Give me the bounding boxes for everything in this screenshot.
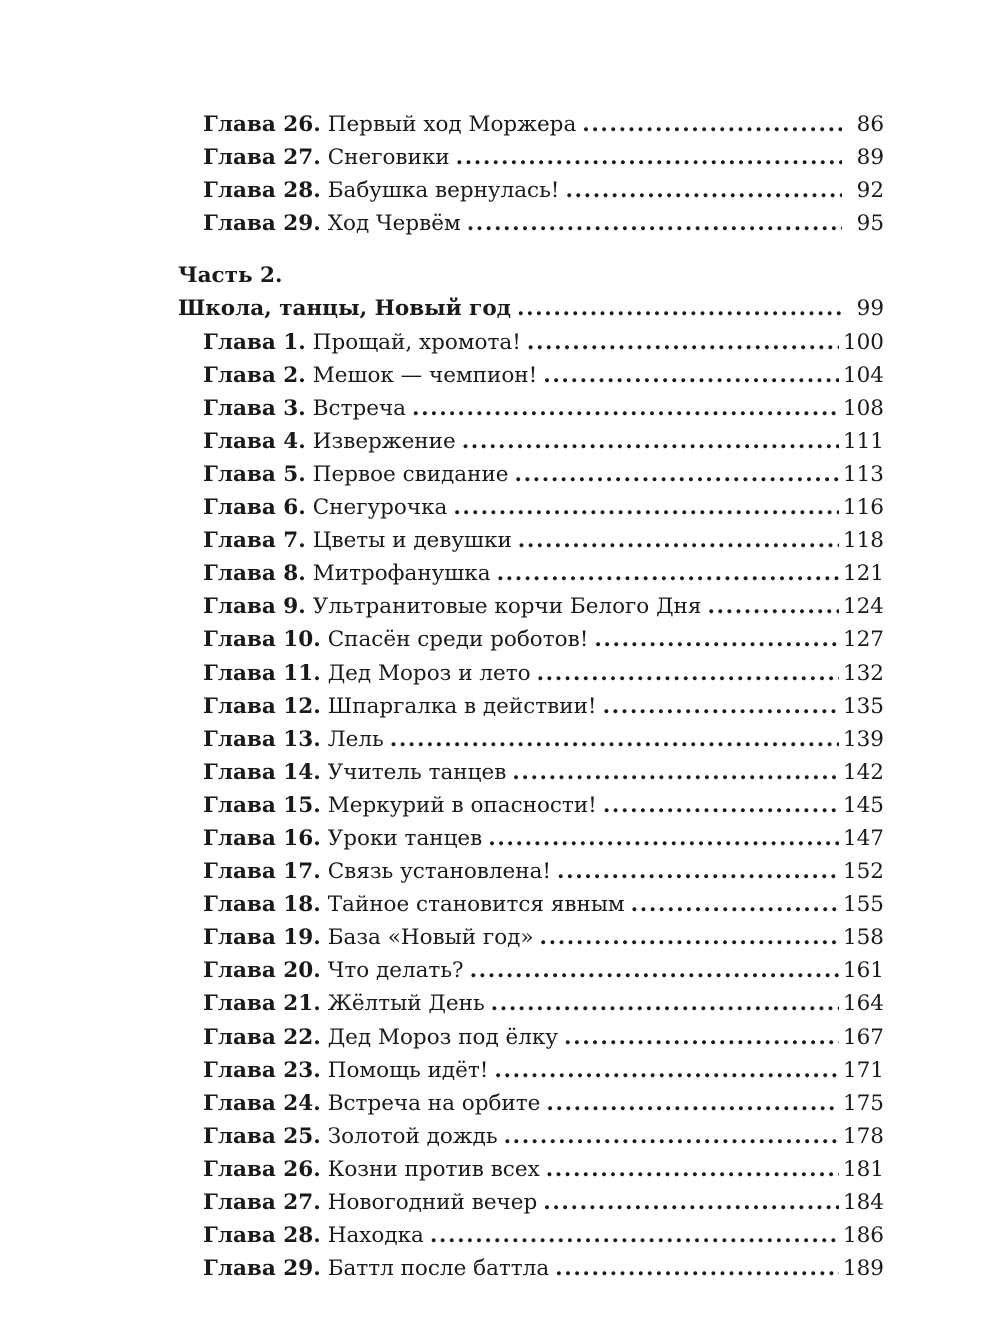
chapter-page-number: 111 — [842, 428, 884, 454]
chapter-page-number: 108 — [842, 395, 884, 421]
dot-leader — [603, 690, 839, 723]
chapter-label: Глава 24. — [203, 1090, 321, 1116]
toc-entry[interactable] — [178, 108, 884, 141]
toc-entry[interactable] — [178, 392, 884, 425]
toc-entry[interactable] — [178, 723, 884, 756]
chapter-title: Учитель танцев — [327, 759, 507, 785]
toc-entry[interactable] — [178, 590, 884, 623]
section-gap — [178, 240, 884, 259]
chapter-title: Связь установлена! — [327, 859, 552, 885]
chapter-title: Снегурочка — [312, 495, 448, 521]
chapter-title: Что делать? — [327, 958, 464, 984]
chapter-label: Глава 4. — [203, 428, 306, 454]
dot-leader — [594, 623, 839, 656]
dot-leader — [565, 174, 842, 207]
chapter-page-number: 164 — [842, 991, 884, 1017]
toc-entry[interactable] — [178, 690, 884, 723]
chapter-label: Глава 7. — [203, 528, 306, 554]
chapter-page-number: 86 — [856, 112, 884, 137]
chapter-label: Глава 23. — [203, 1057, 321, 1083]
chapter-label: Глава 28. — [203, 1223, 321, 1249]
dot-leader — [467, 207, 842, 240]
dot-leader — [488, 822, 839, 855]
chapter-title: Встреча на орбите — [327, 1090, 541, 1116]
chapter-title: Извержение — [312, 428, 456, 454]
chapter-title: Мешок — чемпион! — [312, 362, 538, 388]
chapter-title: Первое свидание — [312, 461, 509, 487]
chapter-title: Прощай, хромота! — [312, 329, 521, 355]
toc-entry[interactable] — [178, 1087, 884, 1120]
toc-entry[interactable] — [178, 326, 884, 359]
dot-leader — [603, 789, 839, 822]
chapter-title: Цветы и девушки — [312, 528, 512, 554]
chapter-page-number: 184 — [842, 1190, 884, 1215]
chapter-page-number: 121 — [842, 561, 884, 587]
chapter-title: Уроки танцев — [327, 825, 483, 851]
chapter-title: Баттл после баттла — [327, 1256, 550, 1282]
dot-leader — [540, 921, 839, 954]
chapter-title: Дед Мороз и лето — [327, 660, 531, 686]
chapter-page-number: 158 — [842, 925, 884, 951]
chapter-label: Глава 29. — [203, 211, 321, 237]
chapter-page-number: 161 — [842, 958, 884, 984]
dot-leader — [543, 1186, 839, 1219]
dot-leader — [631, 888, 839, 921]
toc-entry[interactable] — [178, 1219, 884, 1252]
dot-leader — [543, 359, 839, 392]
chapter-page-number: 116 — [842, 495, 884, 521]
toc-entry[interactable] — [178, 1120, 884, 1153]
chapter-page-number: 132 — [842, 660, 884, 686]
chapter-page-number: 152 — [842, 859, 884, 885]
toc-entry[interactable] — [178, 491, 884, 524]
chapter-label: Глава 2. — [203, 362, 306, 388]
chapter-page-number: 181 — [842, 1156, 884, 1182]
part2-title-entry[interactable] — [178, 292, 884, 325]
dot-leader — [564, 1021, 839, 1054]
toc-entry[interactable] — [178, 789, 884, 822]
toc-entry[interactable] — [178, 141, 884, 174]
toc-entry[interactable] — [178, 1021, 884, 1054]
chapter-label: Глава 3. — [203, 395, 306, 421]
chapter-title: Дед Мороз под ёлку — [327, 1024, 559, 1050]
toc-entry[interactable] — [178, 987, 884, 1020]
toc-entry[interactable] — [178, 207, 884, 240]
chapter-page-number: 118 — [842, 528, 884, 554]
chapter-page-number: 186 — [842, 1223, 884, 1249]
chapter-page-number: 189 — [842, 1256, 884, 1282]
toc-entry[interactable] — [178, 657, 884, 690]
part2-title: Школа, танцы, Новый год — [178, 296, 512, 322]
toc-entry[interactable] — [178, 458, 884, 491]
chapter-label: Глава 13. — [203, 726, 321, 752]
chapter-label: Глава 11. — [203, 660, 321, 686]
chapter-label: Глава 16. — [203, 825, 321, 851]
dot-leader — [412, 392, 839, 425]
chapter-title: Митрофанушка — [312, 561, 491, 587]
part2-heading: Часть 2. — [178, 263, 283, 289]
chapter-page-number: 155 — [842, 892, 884, 918]
chapter-title: Козни против всех — [327, 1156, 540, 1182]
dot-leader — [707, 590, 839, 623]
chapter-page-number: 167 — [842, 1024, 884, 1050]
toc-entry[interactable] — [178, 954, 884, 987]
chapter-page-number: 95 — [856, 211, 884, 237]
dot-leader — [504, 1120, 839, 1153]
toc-entry[interactable] — [178, 557, 884, 590]
toc-entry[interactable] — [178, 1252, 884, 1285]
toc-entry[interactable] — [178, 888, 884, 921]
dot-leader — [497, 557, 839, 590]
dot-leader — [546, 1153, 839, 1186]
dot-leader — [430, 1219, 839, 1252]
toc-entry[interactable] — [178, 1186, 884, 1219]
chapter-title: Тайное становится явным — [327, 892, 625, 918]
chapter-title: Меркурий в опасности! — [327, 792, 597, 818]
dot-leader — [518, 524, 839, 557]
chapter-label: Глава 19. — [203, 925, 321, 951]
dot-leader — [555, 1252, 839, 1285]
chapter-page-number: 147 — [842, 825, 884, 851]
chapter-label: Глава 27. — [203, 145, 321, 171]
chapter-page-number: 100 — [842, 329, 884, 355]
table-of-contents — [178, 108, 884, 1285]
chapter-label: Глава 1. — [203, 329, 306, 355]
chapter-label: Глава 17. — [203, 859, 321, 885]
chapter-label: Глава 21. — [203, 991, 321, 1017]
chapter-label: Глава 27. — [203, 1190, 321, 1215]
toc-entry[interactable] — [178, 1054, 884, 1087]
toc-entry[interactable] — [178, 1153, 884, 1186]
dot-leader — [527, 326, 839, 359]
toc-entry[interactable] — [178, 174, 884, 207]
dot-leader — [453, 491, 839, 524]
chapter-title: База «Новый год» — [327, 925, 534, 951]
chapter-title: Ход Червём — [327, 211, 461, 237]
toc-entry[interactable] — [178, 855, 884, 888]
chapter-page-number: 127 — [842, 627, 884, 653]
part1-chapter-list — [178, 108, 884, 240]
toc-entry[interactable] — [178, 756, 884, 789]
toc-entry[interactable] — [178, 524, 884, 557]
chapter-title: Шпаргалка в действии! — [327, 693, 597, 719]
toc-entry[interactable] — [178, 359, 884, 392]
chapter-label: Глава 28. — [203, 178, 321, 204]
toc-entry[interactable] — [178, 921, 884, 954]
chapter-title: Новогодний вечер — [327, 1190, 538, 1215]
chapter-title: Помощь идёт! — [327, 1057, 489, 1083]
chapter-title: Спасён среди роботов! — [327, 627, 589, 653]
chapter-label: Глава 26. — [203, 1156, 321, 1182]
dot-leader — [512, 756, 839, 789]
chapter-title: Первый ход Моржера — [327, 112, 577, 137]
chapter-page-number: 104 — [842, 362, 884, 388]
chapter-label: Глава 6. — [203, 495, 306, 521]
chapter-label: Глава 20. — [203, 958, 321, 984]
dot-leader — [546, 1087, 839, 1120]
chapter-page-number: 145 — [842, 792, 884, 818]
dot-leader — [517, 292, 842, 325]
chapter-page-number: 139 — [842, 726, 884, 752]
chapter-page-number: 142 — [842, 759, 884, 785]
chapter-page-number: 135 — [842, 693, 884, 719]
chapter-label: Глава 26. — [203, 112, 321, 137]
chapter-page-number: 124 — [842, 594, 884, 620]
chapter-page-number: 92 — [856, 178, 884, 204]
chapter-label: Глава 12. — [203, 693, 321, 719]
chapter-page-number: 178 — [842, 1123, 884, 1149]
dot-leader — [470, 954, 839, 987]
chapter-title: Лель — [327, 726, 384, 752]
chapter-title: Встреча — [312, 395, 406, 421]
dot-leader — [456, 141, 842, 174]
chapter-label: Глава 29. — [203, 1256, 321, 1282]
chapter-page-number: 89 — [856, 145, 884, 171]
chapter-label: Глава 9. — [203, 594, 306, 620]
dot-leader — [462, 425, 839, 458]
chapter-page-number: 113 — [842, 461, 884, 487]
dot-leader — [537, 657, 839, 690]
dot-leader — [491, 987, 839, 1020]
dot-leader — [515, 458, 839, 491]
chapter-title: Снеговики — [327, 145, 450, 171]
chapter-label: Глава 22. — [203, 1024, 321, 1050]
chapter-label: Глава 5. — [203, 461, 306, 487]
chapter-label: Глава 25. — [203, 1123, 321, 1149]
toc-entry[interactable] — [178, 623, 884, 656]
toc-entry[interactable] — [178, 425, 884, 458]
chapter-label: Глава 15. — [203, 792, 321, 818]
part2-chapter-list — [178, 326, 884, 1286]
chapter-page-number: 175 — [842, 1090, 884, 1116]
chapter-title: Бабушка вернулась! — [327, 178, 560, 204]
chapter-label: Глава 14. — [203, 759, 321, 785]
dot-leader — [557, 855, 839, 888]
dot-leader — [582, 108, 842, 141]
chapter-title: Золотой дождь — [327, 1123, 498, 1149]
chapter-page-number: 171 — [842, 1057, 884, 1083]
chapter-title: Жёлтый День — [327, 991, 485, 1017]
chapter-label: Глава 18. — [203, 892, 321, 918]
chapter-title: Ультранитовые корчи Белого Дня — [312, 594, 702, 620]
chapter-label: Глава 10. — [203, 627, 321, 653]
dot-leader — [494, 1054, 839, 1087]
part2-page-number: 99 — [856, 296, 884, 322]
chapter-label: Глава 8. — [203, 561, 306, 587]
toc-entry[interactable] — [178, 822, 884, 855]
chapter-title: Находка — [327, 1223, 424, 1249]
dot-leader — [390, 723, 839, 756]
